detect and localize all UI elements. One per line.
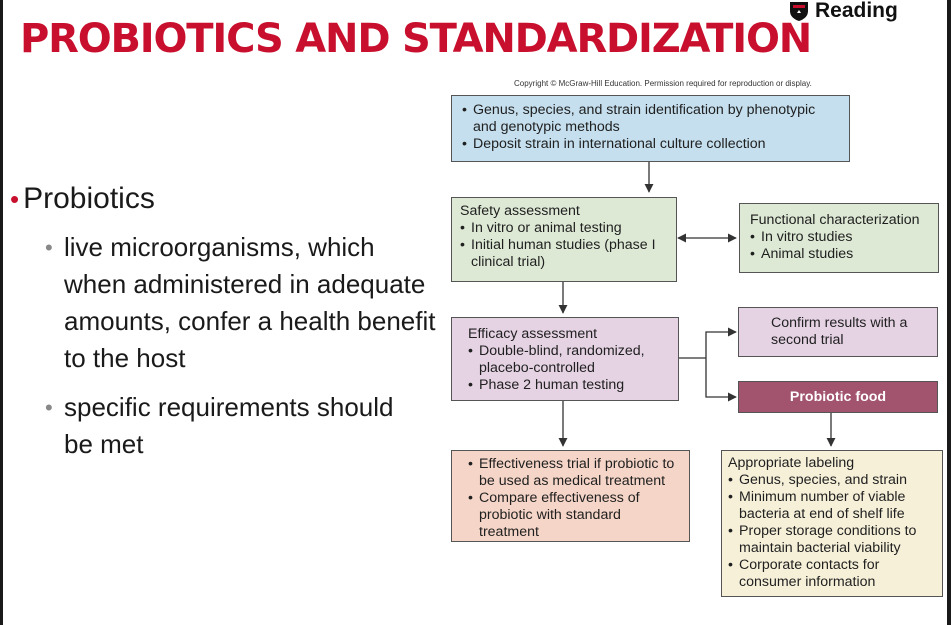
bullet-main-text: Probiotics (23, 182, 155, 215)
safety-title: Safety assessment (460, 203, 580, 219)
sub-bullet-text: specific requirements should be met (64, 392, 394, 459)
box-confirm-results (738, 307, 938, 357)
labeling-item: • Minimum number of viable bacteria at end of shelf life (728, 489, 936, 523)
sub-bullet-text: live microorganisms, which when administered in adequate amounts, confer a health benefit to the host (64, 232, 436, 373)
bullet-dot-icon: • (10, 184, 20, 214)
slide-title: PROBIOTICS AND STANDARDIZATION (20, 16, 812, 62)
efficacy-title: Efficacy assessment (468, 326, 598, 342)
identification-item: • Deposit strain in international culture collection (462, 136, 839, 153)
arrow-efficacy-branch (679, 332, 735, 397)
safety-item: • In vitro or animal testing (460, 220, 668, 237)
copyright-notice: Copyright © McGraw-Hill Education. Permission required for reproduction or display. (514, 79, 812, 88)
confirm-text: Confirm results with a second trial (771, 315, 908, 348)
functional-item: • In vitro studies (750, 229, 928, 246)
box-appropriate-labeling (721, 450, 943, 597)
labeling-title: Appropriate labeling (728, 455, 855, 471)
labeling-item: • Corporate contacts for consumer information (728, 557, 936, 591)
safety-item: • Initial human studies (phase I clinical trial) (460, 237, 668, 271)
box-efficacy-assessment (451, 317, 679, 401)
box-safety-assessment (451, 197, 677, 282)
efficacy-item: • Phase 2 human testing (468, 377, 668, 394)
box-functional-characterization (739, 203, 939, 273)
identification-item: • Genus, species, and strain identification by phenotypic and genotypic methods (462, 102, 839, 136)
functional-title: Functional characterization (750, 212, 920, 228)
functional-item: • Animal studies (750, 246, 928, 263)
probiotic-food-text: Probiotic food (789, 388, 887, 405)
logo-text: Reading (815, 0, 898, 22)
effectiveness-item: • Compare effectiveness of probiotic with standard treatment (468, 490, 679, 541)
bullet-dot-icon: • (45, 235, 53, 260)
box-identification (451, 95, 850, 162)
labeling-item: • Proper storage conditions to maintain bacterial viability (728, 523, 936, 557)
effectiveness-item: • Effectiveness trial if probiotic to be used as medical treatment (468, 456, 679, 490)
efficacy-item: • Double-blind, randomized, placebo-controlled (468, 343, 668, 377)
bullet-dot-icon: • (45, 395, 53, 420)
box-effectiveness-trial (451, 450, 690, 542)
labeling-item: • Genus, species, and strain (728, 472, 936, 489)
box-probiotic-food (738, 381, 938, 413)
